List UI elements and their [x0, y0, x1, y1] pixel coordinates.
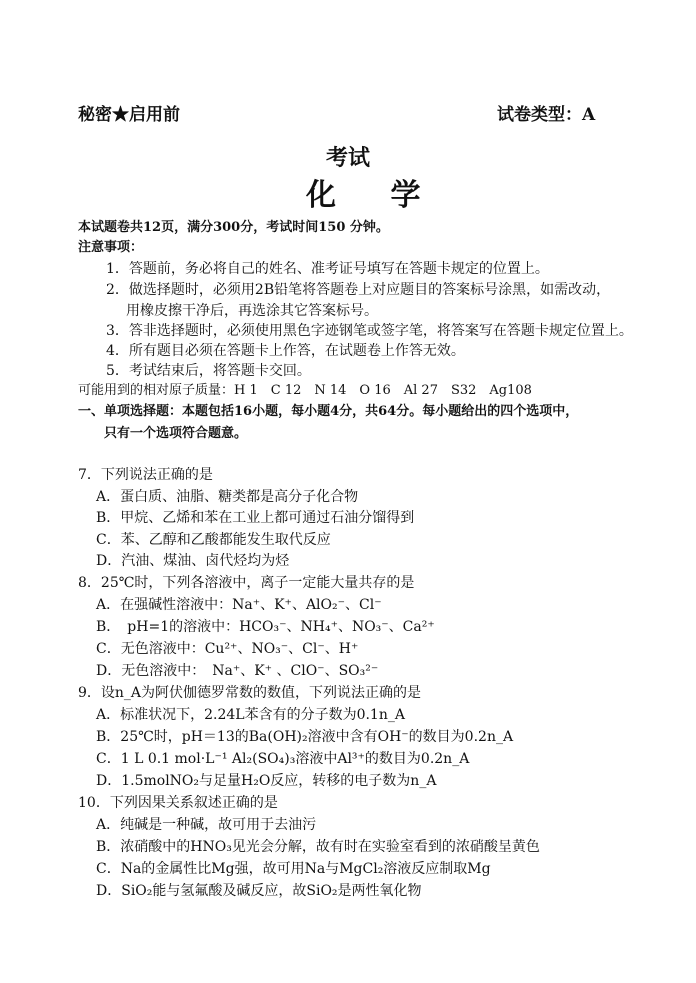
question-option: B．25℃时，pH＝13的Ba(OH)₂溶液中含有OH⁻的数目为0.2n_A [96, 729, 514, 745]
subject-title: 化 学 [306, 178, 443, 213]
question-option: D．汽油、煤油、卤代烃均为烃 [96, 553, 290, 569]
notice-item: 4．所有题目必须在答题卡上作答，在试题卷上作答无效。 [106, 343, 465, 359]
question-stem: 10．下列因果关系叙述正确的是 [78, 795, 278, 811]
notice-item: 5．考试结束后，将答题卡交回。 [106, 363, 311, 379]
question-option: C．苯、乙醇和乙酸都能发生取代反应 [96, 532, 331, 548]
question-option: C．1 L 0.1 mol·L⁻¹ Al₂(SO₄)₃溶液中Al³⁺的数目为0.2n_A [96, 751, 470, 767]
question-option: A．蛋白质、油脂、糖类都是高分子化合物 [96, 489, 359, 505]
confidential-label: 秘密★启用前 [78, 105, 180, 125]
notice-item: 用橡皮擦干净后，再选涂其它答案标号。 [126, 303, 378, 319]
question-option: B．甲烷、乙烯和苯在工业上都可通过石油分馏得到 [96, 510, 415, 526]
question-option: D．1.5molNO₂与足量H₂O反应，转移的电子数为n_A [96, 773, 437, 789]
question-option: B． pH=1的溶液中：HCO₃⁻、NH₄⁺、NO₃⁻、Ca²⁺ [96, 619, 435, 635]
question-option: C．无色溶液中：Cu²⁺、NO₃⁻、Cl⁻、H⁺ [96, 641, 359, 657]
notice-item: 1．答题前，务必将自己的姓名、准考证号填写在答题卡规定的位置上。 [106, 261, 549, 277]
notice-title: 注意事项： [78, 240, 144, 255]
question-option: D．SiO₂能与氢氟酸及碱反应，故SiO₂是两性氧化物 [96, 883, 422, 899]
section-heading: 一、单项选择题：本题包括16小题，每小题4分，共64分。每小题给出的四个选项中， [78, 404, 579, 419]
question-option: B．浓硝酸中的HNO₃见光会分解，故有时在实验室看到的浓硝酸呈黄色 [96, 839, 540, 855]
atomic-masses: 可能用到的相对原子质量：H 1 C 12 N 14 O 16 Al 27 S32 Ag108 [78, 383, 532, 398]
notice-item: 3．答非选择题时，必须使用黑色字迹钢笔或签字笔，将答案写在答题卡规定位置上。 [106, 323, 633, 339]
exam-title: 考试 [326, 145, 371, 171]
question-stem: 9．设n_A为阿伏伽德罗常数的数值，下列说法正确的是 [78, 685, 422, 701]
question-option: D．无色溶液中： Na⁺、K⁺ 、ClO⁻、SO₃²⁻ [96, 663, 379, 679]
question-stem: 8．25℃时，下列各溶液中，离子一定能大量共存的是 [78, 575, 415, 591]
exam-info: 本试题卷共12页，满分300分，考试时间150 分钟。 [78, 220, 389, 235]
question-option: A．在强碱性溶液中：Na⁺、K⁺、AlO₂⁻、Cl⁻ [96, 597, 382, 613]
section-heading-cont: 只有一个选项符合题意。 [104, 426, 248, 441]
notice-item: 2．做选择题时，必须用2B铅笔将答题卷上对应题目的答案标号涂黑，如需改动， [106, 282, 611, 298]
question-option: A．标准状况下，2.24L苯含有的分子数为0.1n_A [96, 707, 405, 723]
question-stem: 7．下列说法正确的是 [78, 467, 213, 483]
question-option: A．纯碱是一种碱，故可用于去油污 [96, 817, 317, 833]
paper-type-label: 试卷类型：A [497, 105, 596, 125]
question-option: C．Na的金属性比Mg强，故可用Na与MgCl₂溶液反应制取Mg [96, 861, 491, 877]
